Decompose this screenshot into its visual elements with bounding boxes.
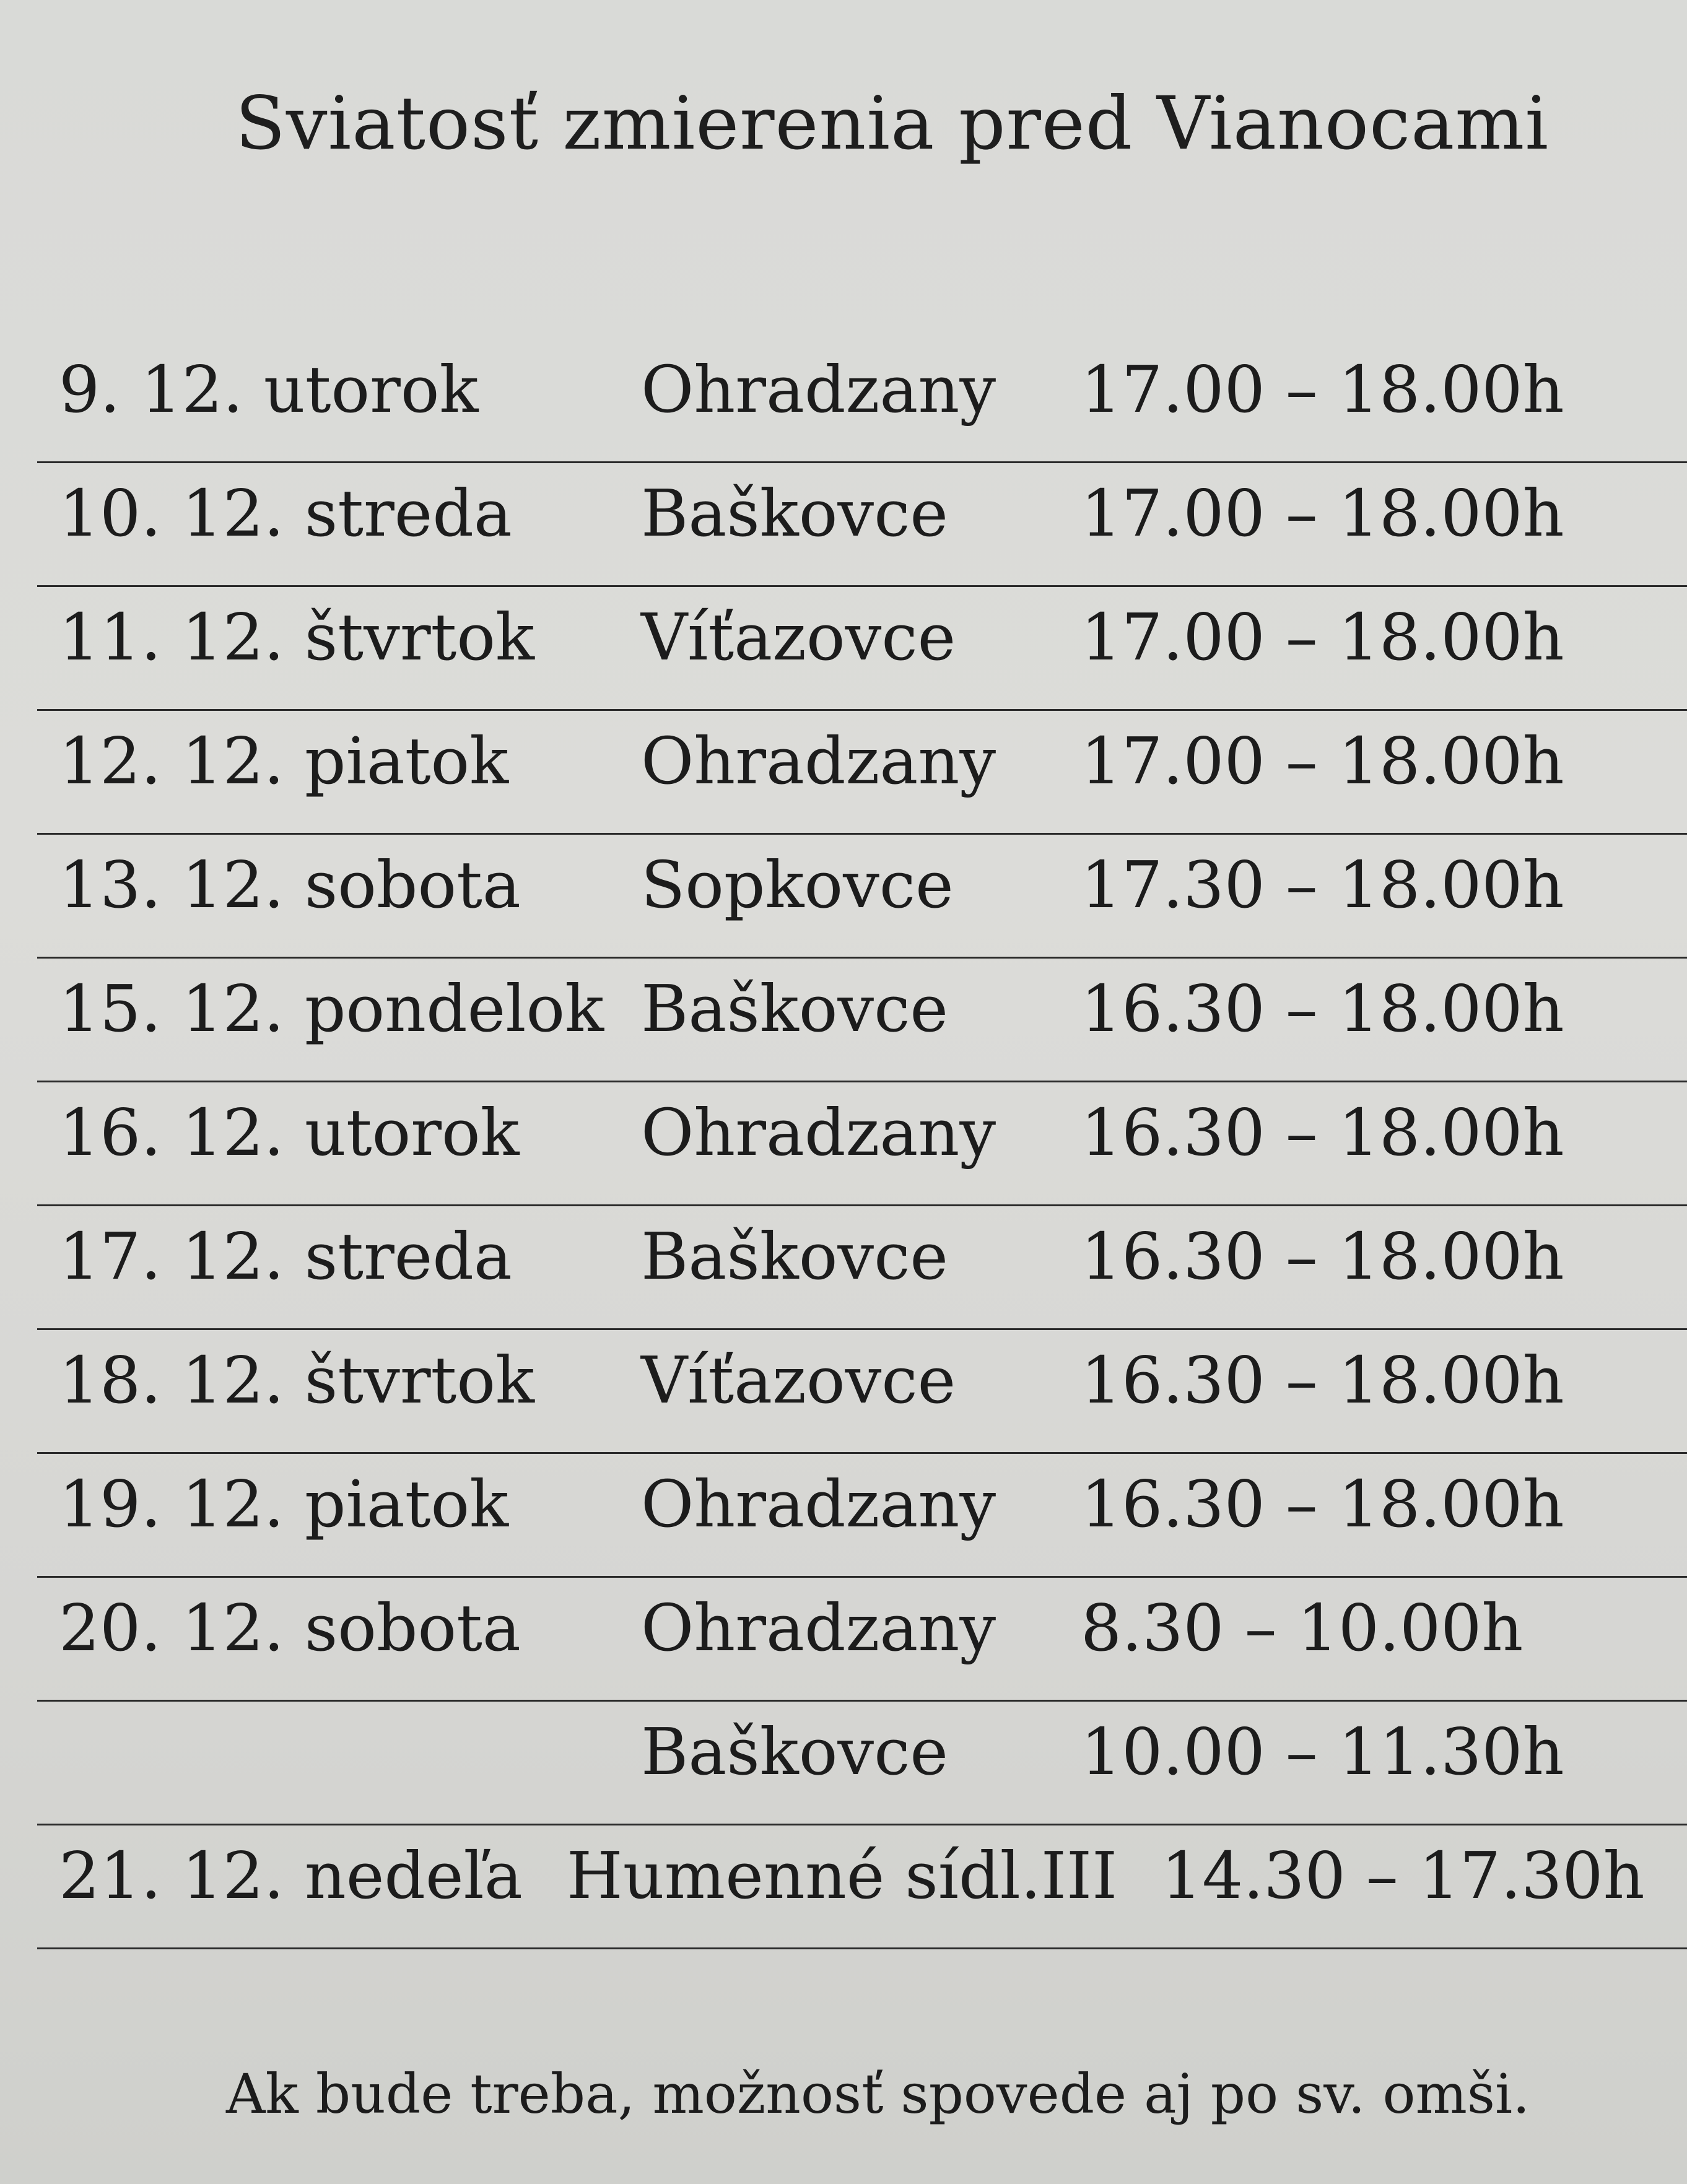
row-time: 17.00 – 18.00h	[1081, 476, 1564, 551]
table-row	[0, 1454, 1687, 1578]
row-time: 16.30 – 18.00h	[1081, 1342, 1564, 1418]
row-time: 17.00 – 18.00h	[1081, 352, 1564, 427]
row-place: Ohradzany	[641, 1095, 996, 1170]
row-place: Baškovce	[641, 476, 948, 551]
row-place: Ohradzany	[641, 352, 996, 427]
table-row	[0, 1825, 1687, 1949]
row-place: Humenné sídl.III	[567, 1838, 1118, 1913]
row-place: Baškovce	[641, 1714, 948, 1790]
row-time: 8.30 – 10.00h	[1081, 1590, 1524, 1666]
row-date: 12. 12. piatok	[59, 723, 509, 799]
table-row	[0, 1206, 1687, 1330]
row-time: 16.30 – 18.00h	[1081, 1095, 1564, 1170]
row-date: 13. 12. sobota	[59, 847, 521, 923]
row-time: 17.00 – 18.00h	[1081, 723, 1564, 799]
row-place: Ohradzany	[641, 1590, 996, 1666]
row-date: 11. 12. štvrtok	[59, 599, 534, 675]
table-row	[0, 1578, 1687, 1702]
table-row	[0, 1082, 1687, 1206]
row-time: 16.30 – 18.00h	[1081, 1466, 1564, 1542]
row-date: 21. 12. nedeľa	[59, 1838, 523, 1913]
page-title: Sviatosť zmierenia pred Vianocami	[235, 80, 1550, 166]
row-date: 16. 12. utorok	[59, 1095, 520, 1170]
row-date: 19. 12. piatok	[59, 1466, 509, 1542]
table-row	[0, 835, 1687, 959]
table-row	[0, 959, 1687, 1082]
row-divider	[37, 1947, 1687, 1949]
table-row	[0, 463, 1687, 587]
row-place: Ohradzany	[641, 1466, 996, 1542]
table-row	[0, 339, 1687, 463]
row-date: 9. 12. utorok	[59, 352, 479, 427]
row-time: 17.30 – 18.00h	[1081, 847, 1564, 923]
footer-note: Ak bude treba, možnosť spovede aj po sv. omši.	[226, 2062, 1530, 2126]
row-time: 16.30 – 18.00h	[1081, 971, 1564, 1046]
row-place: Víťazovce	[641, 599, 956, 675]
row-time: 16.30 – 18.00h	[1081, 1219, 1564, 1294]
row-date: 18. 12. štvrtok	[59, 1342, 534, 1418]
row-place: Víťazovce	[641, 1342, 956, 1418]
table-row	[0, 587, 1687, 711]
row-time: 17.00 – 18.00h	[1081, 599, 1564, 675]
row-place: Ohradzany	[641, 723, 996, 799]
row-place: Sopkovce	[641, 847, 954, 923]
row-date: 17. 12. streda	[59, 1219, 512, 1294]
row-time: 10.00 – 11.30h	[1081, 1714, 1564, 1790]
table-row	[0, 711, 1687, 835]
table-row	[0, 1702, 1687, 1825]
row-time: 14.30 – 17.30h	[1161, 1838, 1645, 1913]
row-place: Baškovce	[641, 971, 948, 1046]
row-date: 15. 12. pondelok	[59, 971, 604, 1046]
table-row	[0, 1330, 1687, 1454]
row-place: Baškovce	[641, 1219, 948, 1294]
row-date: 20. 12. sobota	[59, 1590, 521, 1666]
row-date: 10. 12. streda	[59, 476, 512, 551]
